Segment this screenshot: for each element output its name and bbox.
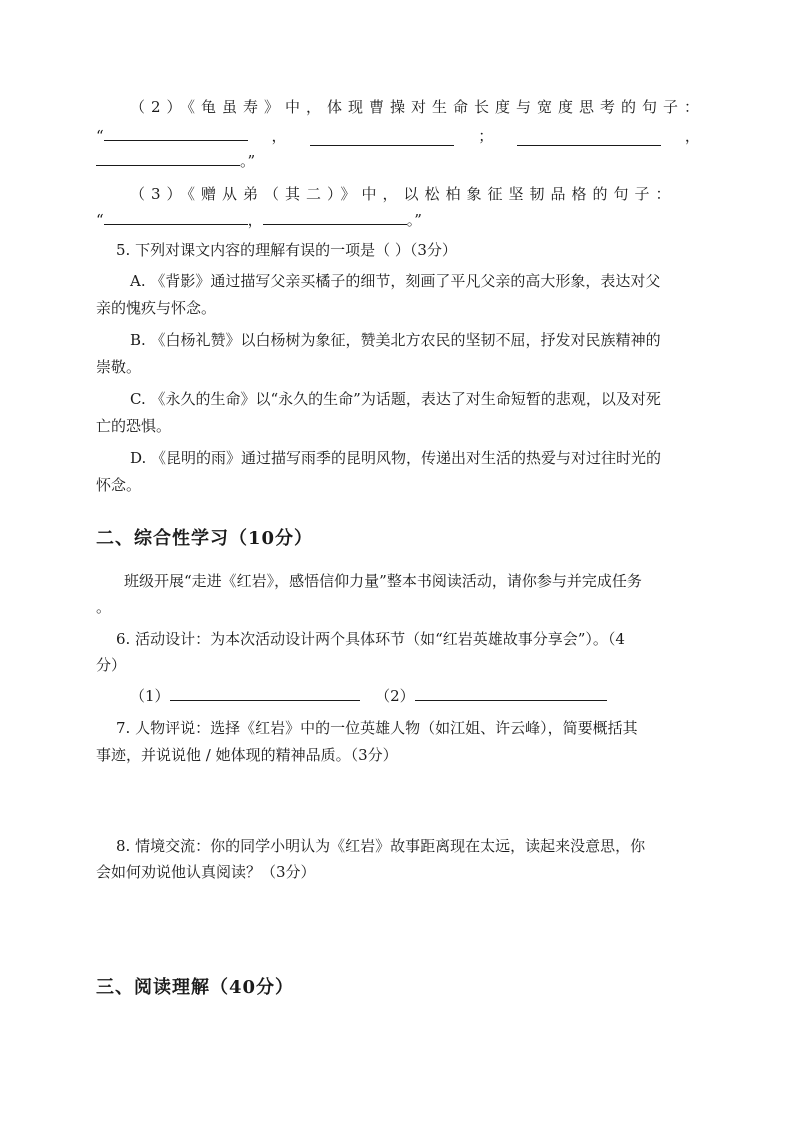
semicolon-mark: ；	[478, 127, 494, 145]
q4-2-blank-2[interactable]	[310, 131, 454, 146]
q6-blank-1[interactable]	[170, 686, 360, 701]
q6-label-1: （1）	[130, 687, 170, 705]
open-quote: “	[96, 211, 104, 229]
q6-line-1: 6. 活动设计：为本次活动设计两个具体环节（如“红岩英雄故事分享会”）。（4	[116, 630, 625, 648]
q5-option-a-line-1: A. 《背影》通过描写父亲买橘子的细节，刻画了平凡父亲的高大形象，表达对父	[130, 272, 661, 290]
q6-blank-2[interactable]	[415, 686, 607, 701]
section-3-heading: 三、阅读理解（40分）	[96, 977, 295, 998]
q6-line-2: 分）	[96, 656, 127, 674]
q4-3-blank-1[interactable]	[104, 210, 248, 225]
q4-3-answer-line	[96, 210, 700, 230]
section-2-intro-line-2: 。	[96, 598, 112, 616]
section-2-intro-line-1: 班级开展“走进《红岩》，感悟信仰力量”整本书阅读活动，请你参与并完成任务	[124, 572, 642, 590]
q8-line-1: 8. 情境交流：你的同学小明认为《红岩》故事距离现在太远，读起来没意思，你	[116, 837, 646, 855]
q6-answer-line	[130, 686, 700, 706]
q5-option-c-line-2: 亡的恐惧。	[96, 417, 172, 435]
q5-option-d-line-1: D. 《昆明的雨》通过描写雨季的昆明风物，传递出对生活的热爱与对过往时光的	[130, 449, 662, 467]
q5-option-d-line-2: 怀念。	[96, 476, 142, 494]
q7-line-1: 7. 人物评说：选择《红岩》中的一位英雄人物（如江姐、许云峰），简要概括其	[116, 719, 638, 737]
q4-2-prompt-line	[96, 97, 706, 117]
end-quote: 。”	[240, 152, 256, 170]
q4-3-blank-2[interactable]	[263, 210, 407, 225]
q4-2-answer-line-2	[96, 151, 700, 171]
q4-2-quote-group	[96, 126, 248, 146]
q5-option-c-line-1: C. 《永久的生命》以“永久的生命”为话题，表达了对生命短暂的悲观，以及对死	[130, 390, 661, 408]
q5-stem: 5. 下列对课文内容的理解有误的一项是（ ）（3分）	[116, 241, 457, 259]
q4-2-prompt: （2）《龟虽寿》中，体现曹操对生命长度与宽度思考的句子：	[130, 98, 706, 116]
q8-line-2: 会如何劝说他认真阅读？（3分）	[96, 863, 316, 881]
comma-mark: ，	[247, 211, 263, 229]
end-quote: 。”	[406, 211, 422, 229]
q4-3-prompt-line	[96, 184, 700, 204]
q7-line-2: 事迹，并说说他 / 她体现的精神品质。（3分）	[96, 746, 398, 764]
q4-2-blank-3[interactable]	[517, 131, 661, 146]
comma-mark: ，	[271, 127, 287, 145]
q4-3-prompt: （3）《赠从弟（其二）》中，以松柏象征坚韧品格的句子：	[130, 185, 677, 203]
q4-2-blank-1[interactable]	[104, 126, 248, 141]
q5-option-a-line-2: 亲的愧疚与怀念。	[96, 299, 217, 317]
q6-label-2: （2）	[375, 687, 415, 705]
q4-2-answer-line-1	[96, 126, 700, 146]
q5-option-b-line-1: B. 《白杨礼赞》以白杨树为象征，赞美北方农民的坚韧不屈，抒发对民族精神的	[130, 331, 661, 349]
section-2-heading: 二、综合性学习（10分）	[96, 528, 314, 549]
comma-mark: ，	[684, 127, 700, 145]
q5-option-b-line-2: 崇敬。	[96, 358, 142, 376]
q4-2-blank-4[interactable]	[96, 151, 240, 166]
open-quote: “	[96, 127, 104, 145]
